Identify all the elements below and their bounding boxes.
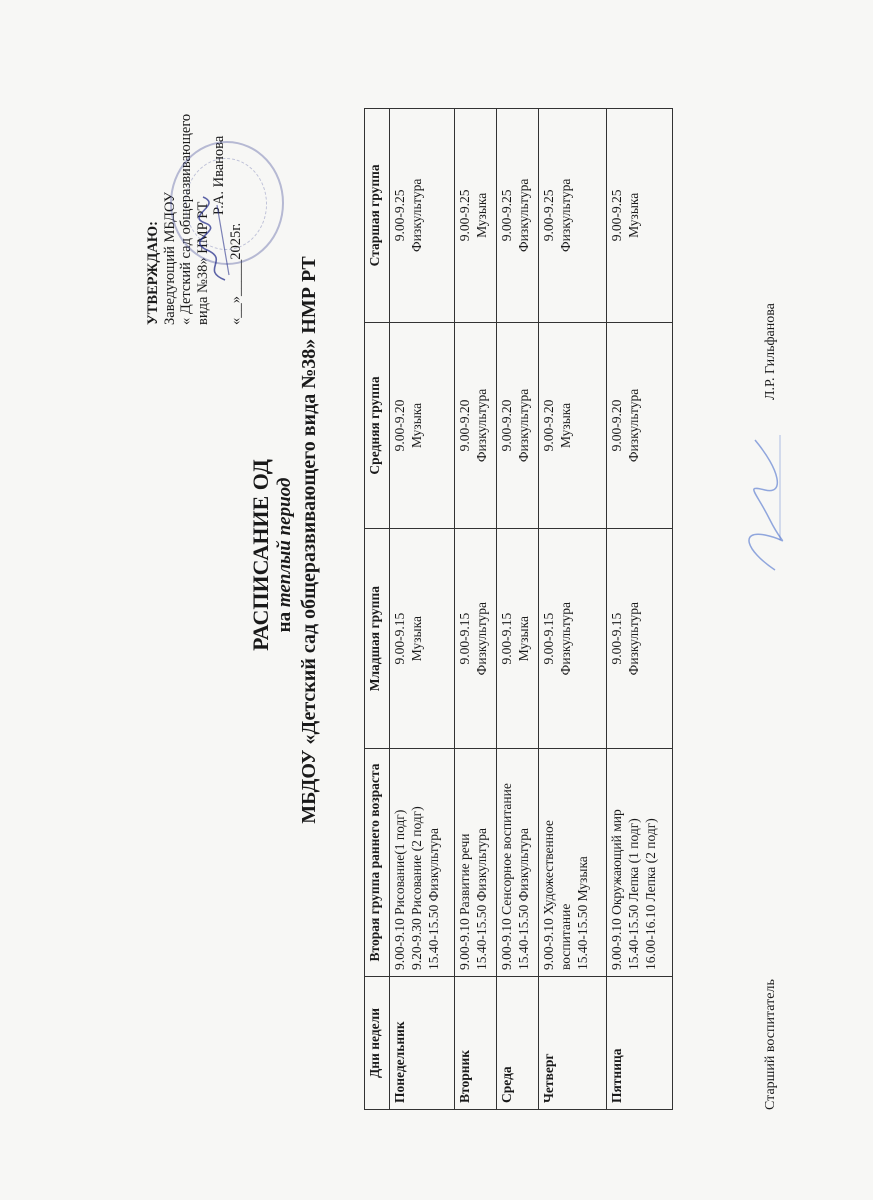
senior-group-cell xyxy=(497,109,539,323)
cell-line: Физкультура xyxy=(626,388,641,463)
cell-line: Физкультура xyxy=(409,178,424,252)
cell-line: 9.00-9.10 Рисование(1 подг) xyxy=(392,809,407,970)
table-header-row xyxy=(365,109,390,1110)
cell-line: 9.00-9.20 xyxy=(609,399,624,452)
cell-line: 9.00-9.25 xyxy=(457,189,472,242)
cell-line: 9.00-9.10 Развитие речи xyxy=(457,833,472,970)
cell-line: Музыка xyxy=(409,616,424,662)
cell-line: 9.00-9.15 xyxy=(541,612,556,665)
cell-line: 9.00-9.15 xyxy=(392,612,407,665)
early-group-cell xyxy=(390,749,455,977)
cell-line: 9.00-9.20 xyxy=(499,399,514,452)
header-middle-group: Средняя группа xyxy=(365,322,390,529)
senior-group-cell xyxy=(455,109,497,323)
senior-group-cell xyxy=(607,109,673,323)
cell-line: 9.00-9.25 xyxy=(499,189,514,242)
middle-group-cell xyxy=(455,322,497,529)
senior-group-cell xyxy=(390,109,455,323)
cell-line: Физкультура xyxy=(626,601,641,676)
approval-line: « Детский сад общеразвивающего xyxy=(178,113,194,325)
day-cell: Пятница xyxy=(607,977,673,1110)
footer-signatory: Л.Р. Гильфанова xyxy=(763,303,778,400)
document-period xyxy=(274,340,296,770)
table-row xyxy=(497,109,539,1110)
cell-line: 9.00-9.25 xyxy=(609,189,624,242)
early-group-cell xyxy=(455,749,497,977)
cell-line: Физкультура xyxy=(558,601,573,676)
header-senior-group: Старшая группа xyxy=(365,109,390,323)
cell-line: Музыка xyxy=(409,402,424,449)
footer-position: Старший воспитатель xyxy=(763,979,778,1110)
cell-line: 9.00-9.20 xyxy=(541,399,556,452)
cell-line: 15.40-15.50 Физкультура xyxy=(474,828,489,970)
cell-line: Физкультура xyxy=(474,388,489,463)
cell-line: 15.40-15.50 Лепка (1 подг) xyxy=(626,818,641,970)
senior-group-cell xyxy=(539,109,607,323)
day-cell: Среда xyxy=(497,977,539,1110)
header-junior-group: Младшая группа xyxy=(365,529,390,749)
cell-line: Физкультура xyxy=(558,178,573,252)
approval-line: вида №38» НМР РТ xyxy=(194,201,211,325)
cell-line: 9.00-9.15 xyxy=(609,612,624,665)
junior-group-cell xyxy=(455,529,497,749)
schedule-table xyxy=(364,108,673,1110)
approval-line: Р.А. Иванова xyxy=(211,135,227,215)
cell-line: 9.00-9.20 xyxy=(457,399,472,452)
day-cell: Вторник xyxy=(455,977,497,1110)
cell-line: Музыка xyxy=(474,192,489,238)
junior-group-cell xyxy=(607,529,673,749)
middle-group-cell xyxy=(607,322,673,529)
cell-line: 9.00-9.25 xyxy=(392,189,407,242)
cell-line: 9.00-9.20 xyxy=(392,399,407,452)
cell-line: Музыка xyxy=(626,192,641,238)
cell-line: 9.00-9.10 Сенсорное воспитание xyxy=(499,783,514,970)
cell-line: Физкультура xyxy=(516,388,531,463)
signature-icon xyxy=(195,195,235,285)
institution-name: МБДОУ «Детский сад общеразвивающего вида №38» НМР РТ xyxy=(298,256,320,824)
early-group-cell xyxy=(607,749,673,977)
table-row xyxy=(539,109,607,1110)
approval-line: «__»_____2025г. xyxy=(227,222,244,325)
cell-line: 9.00-9.10 Художественное xyxy=(541,820,556,970)
cell-line: 15.40-15.50 Физкультура xyxy=(516,828,531,970)
early-group-cell xyxy=(497,749,539,977)
document-title: РАСПИСАНИЕ ОД xyxy=(248,459,273,651)
cell-line: Физкультура xyxy=(516,178,531,252)
middle-group-cell xyxy=(497,322,539,529)
signature-icon xyxy=(735,430,790,580)
cell-line: 9.00-9.15 xyxy=(499,612,514,665)
junior-group-cell xyxy=(497,529,539,749)
approval-line: Заведующий МБДОУ xyxy=(161,192,178,325)
table-row xyxy=(390,109,455,1110)
table-row xyxy=(607,109,673,1110)
cell-line: 15.40-15.50 Физкультура xyxy=(426,828,441,970)
cell-line: Музыка xyxy=(516,616,531,662)
middle-group-cell xyxy=(390,322,455,529)
middle-group-cell xyxy=(539,322,607,529)
approval-heading: УТВЕРЖДАЮ: xyxy=(145,221,161,325)
period-prefix: на xyxy=(274,611,295,633)
cell-line: 9.00-9.15 xyxy=(457,612,472,665)
junior-group-cell xyxy=(539,529,607,749)
day-cell: Четверг xyxy=(539,977,607,1110)
junior-group-cell xyxy=(390,529,455,749)
cell-line: 15.40-15.50 Музыка xyxy=(575,856,590,970)
day-cell: Понедельник xyxy=(390,977,455,1110)
header-early-group: Вторая группа раннего возраста xyxy=(365,749,390,977)
table-row xyxy=(455,109,497,1110)
early-group-cell xyxy=(539,749,607,977)
period-name: теплый период xyxy=(274,477,295,608)
cell-line: 9.00-9.10 Окружающий мир xyxy=(609,809,624,970)
cell-line: Музыка xyxy=(558,402,573,449)
cell-line: Физкультура xyxy=(474,601,489,676)
cell-line: 16.00-16.10 Лепка (2 подг) xyxy=(643,818,658,970)
header-days: Дни недели xyxy=(365,977,390,1110)
cell-line: 9.20-9.30 Рисование (2 подг) xyxy=(409,806,424,970)
cell-line: воспитание xyxy=(558,903,573,970)
cell-line: 9.00-9.25 xyxy=(541,189,556,242)
